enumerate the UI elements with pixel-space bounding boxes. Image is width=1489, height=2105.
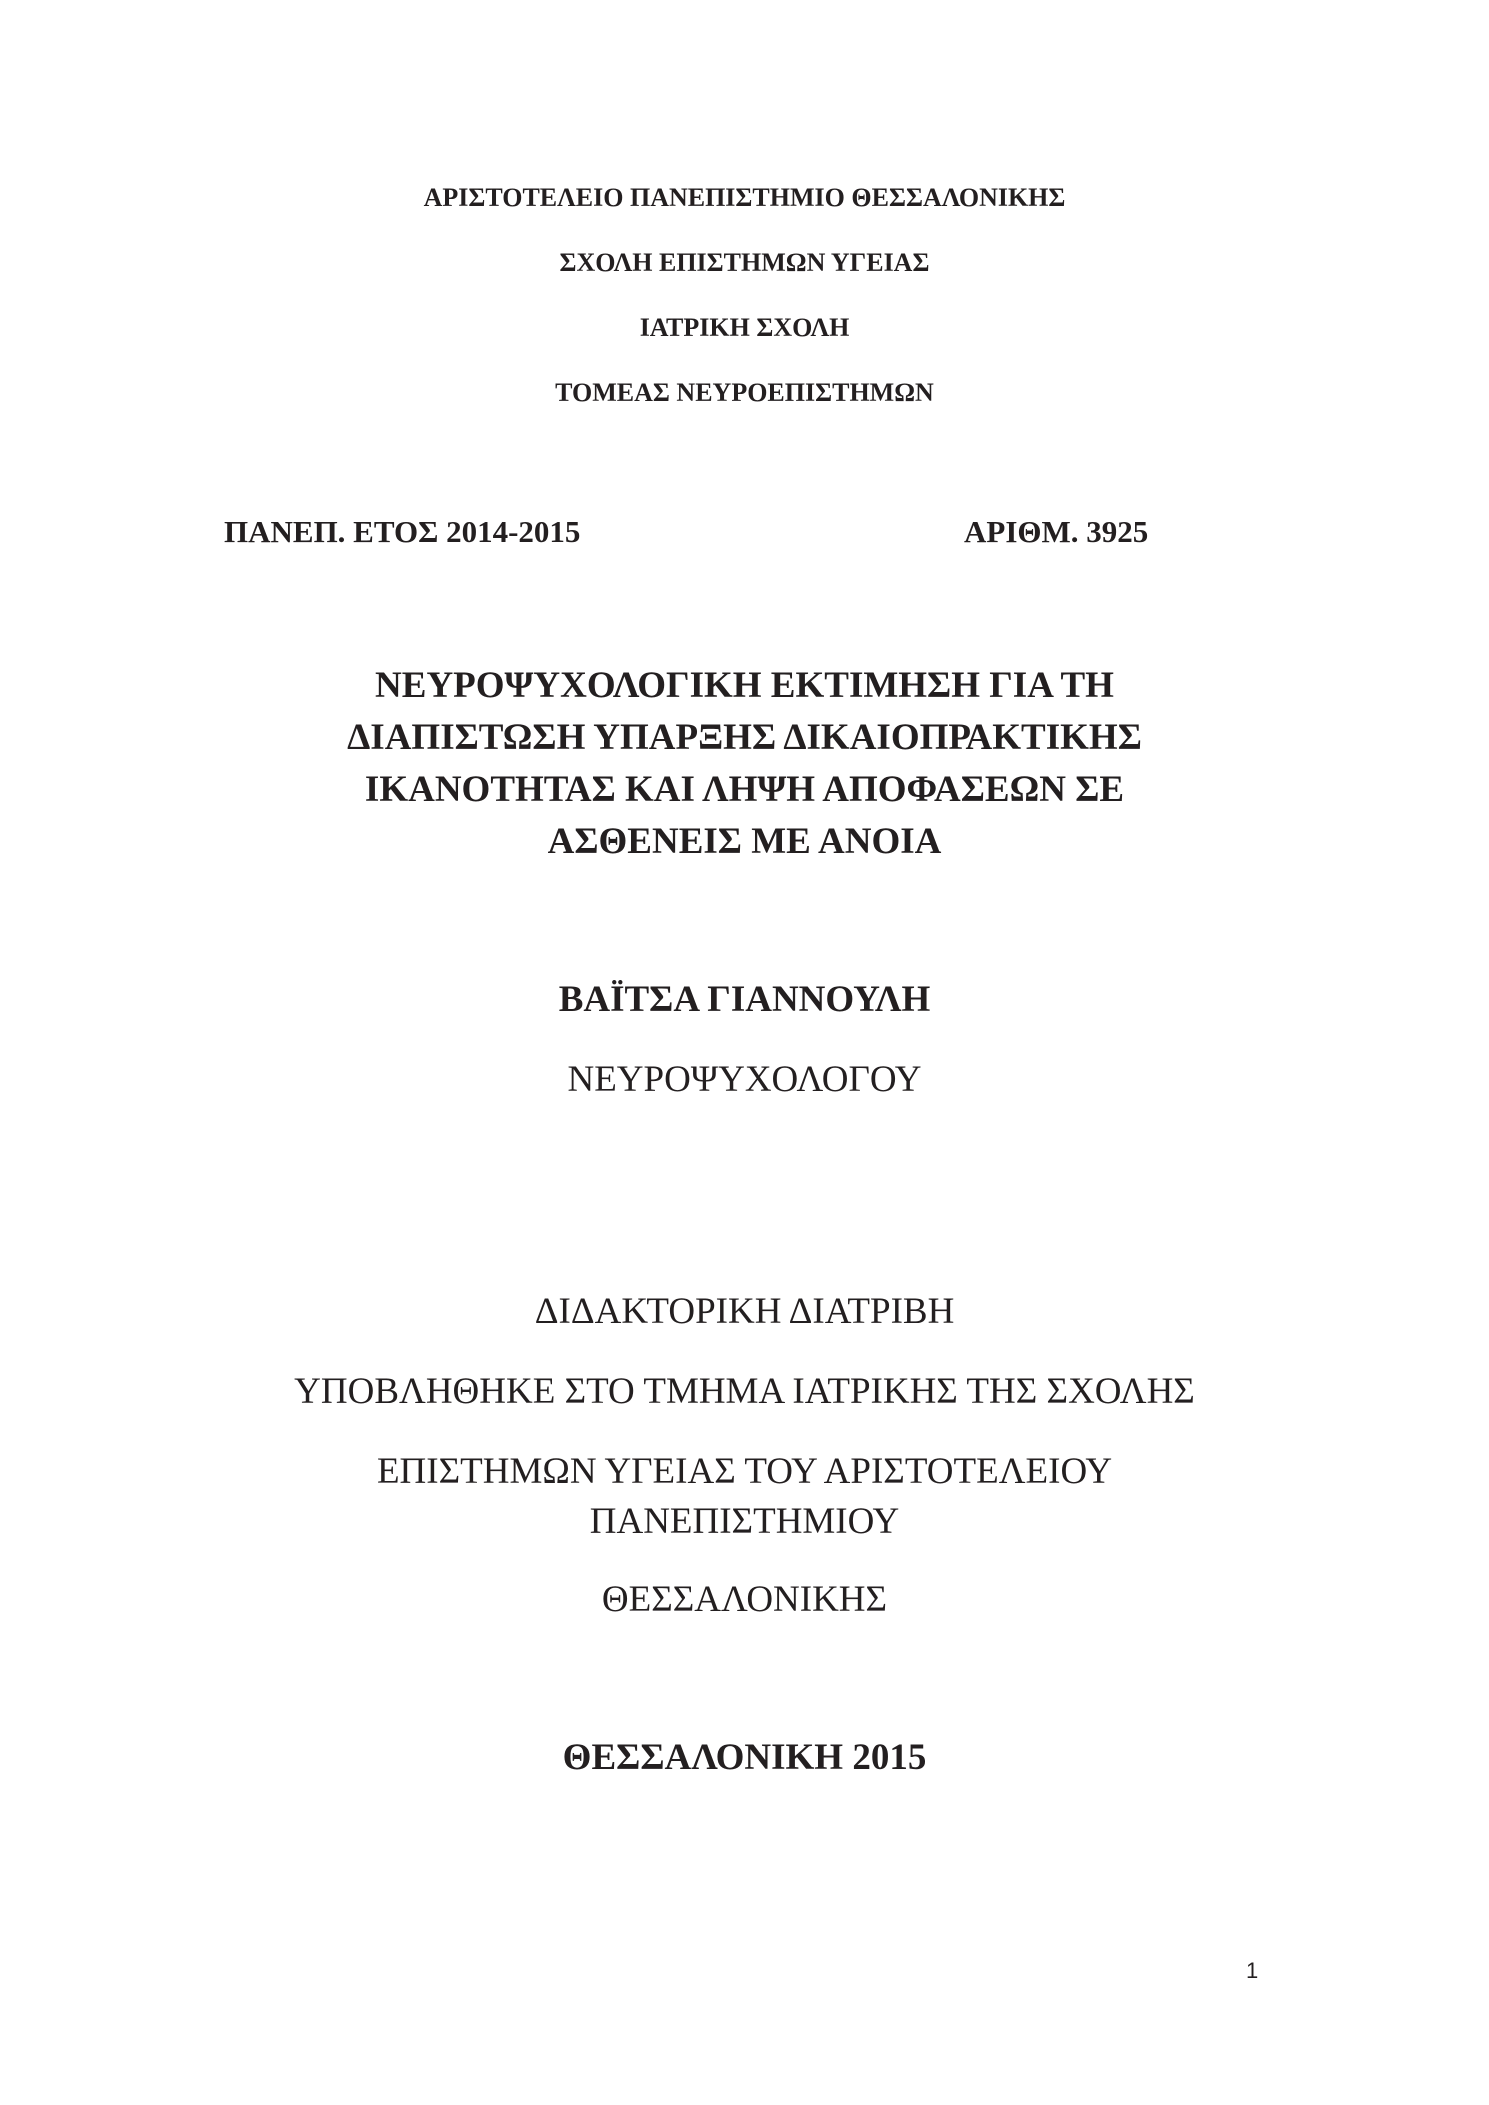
- submission-line: ΥΠΟΒΛΗΘΗΚΕ ΣΤΟ ΤΜΗΜΑ ΙΑΤΡΙΚΗΣ ΤΗΣ ΣΧΟΛΗΣ: [294, 1371, 1195, 1412]
- thesis-type: ΔΙΔΑΚΤΟΡΙΚΗ ΔΙΑΤΡΙΒΗ: [534, 1291, 955, 1332]
- university-name: ΑΡΙΣΤΟΤΕΛΕΙΟ ΠΑΝΕΠΙΣΤΗΜΙΟ ΘΕΣΣΑΛΟΝΙΚΗΣ: [423, 183, 1066, 212]
- submission-line: ΘΕΣΣΑΛΟΝΙΚΗΣ: [601, 1579, 888, 1620]
- author-name: ΒΑΪΤΣΑ ΓΙΑΝΝΟΥΛΗ: [558, 979, 931, 1020]
- page-number: 1: [1246, 1958, 1259, 1983]
- faculty-name: ΙΑΤΡΙΚΗ ΣΧΟΛΗ: [639, 313, 850, 342]
- submission-line: ΕΠΙΣΤΗΜΩΝ ΥΓΕΙΑΣ ΤΟΥ ΑΡΙΣΤΟΤΕΛΕΙΟΥ: [376, 1451, 1113, 1492]
- academic-year: ΠΑΝΕΠ. ΕΤΟΣ 2014-2015: [224, 514, 581, 549]
- thesis-title: [0, 660, 1489, 868]
- thesis-title-line: ΝΕΥΡΟΨΥΧΟΛΟΓΙΚΗ ΕΚΤΙΜΗΣΗ ΓΙΑ ΤΗ: [375, 665, 1114, 706]
- school-name: ΣΧΟΛΗ ΕΠΙΣΤΗΜΩΝ ΥΓΕΙΑΣ: [559, 248, 930, 277]
- thesis-title-line: ΑΣΘΕΝΕΙΣ ΜΕ ΑΝΟΙΑ: [547, 821, 942, 862]
- thesis-title-line: ΙΚΑΝΟΤΗΤΑΣ ΚΑΙ ΛΗΨΗ ΑΠΟΦΑΣΕΩΝ ΣΕ: [364, 769, 1125, 810]
- submission-line: ΠΑΝΕΠΙΣΤΗΜΙΟΥ: [589, 1501, 900, 1542]
- department-name: ΤΟΜΕΑΣ ΝΕΥΡΟΕΠΙΣΤΗΜΩΝ: [555, 378, 934, 407]
- place-year: ΘΕΣΣΑΛΟΝΙΚΗ 2015: [562, 1737, 927, 1778]
- thesis-number: ΑΡΙΘΜ. 3925: [964, 514, 1149, 549]
- author-profession: ΝΕΥΡΟΨΥΧΟΛΟΓΟΥ: [567, 1059, 922, 1100]
- thesis-title-line: ΔΙΑΠΙΣΤΩΣΗ ΥΠΑΡΞΗΣ ΔΙΚΑΙΟΠΡΑΚΤΙΚΗΣ: [347, 717, 1142, 758]
